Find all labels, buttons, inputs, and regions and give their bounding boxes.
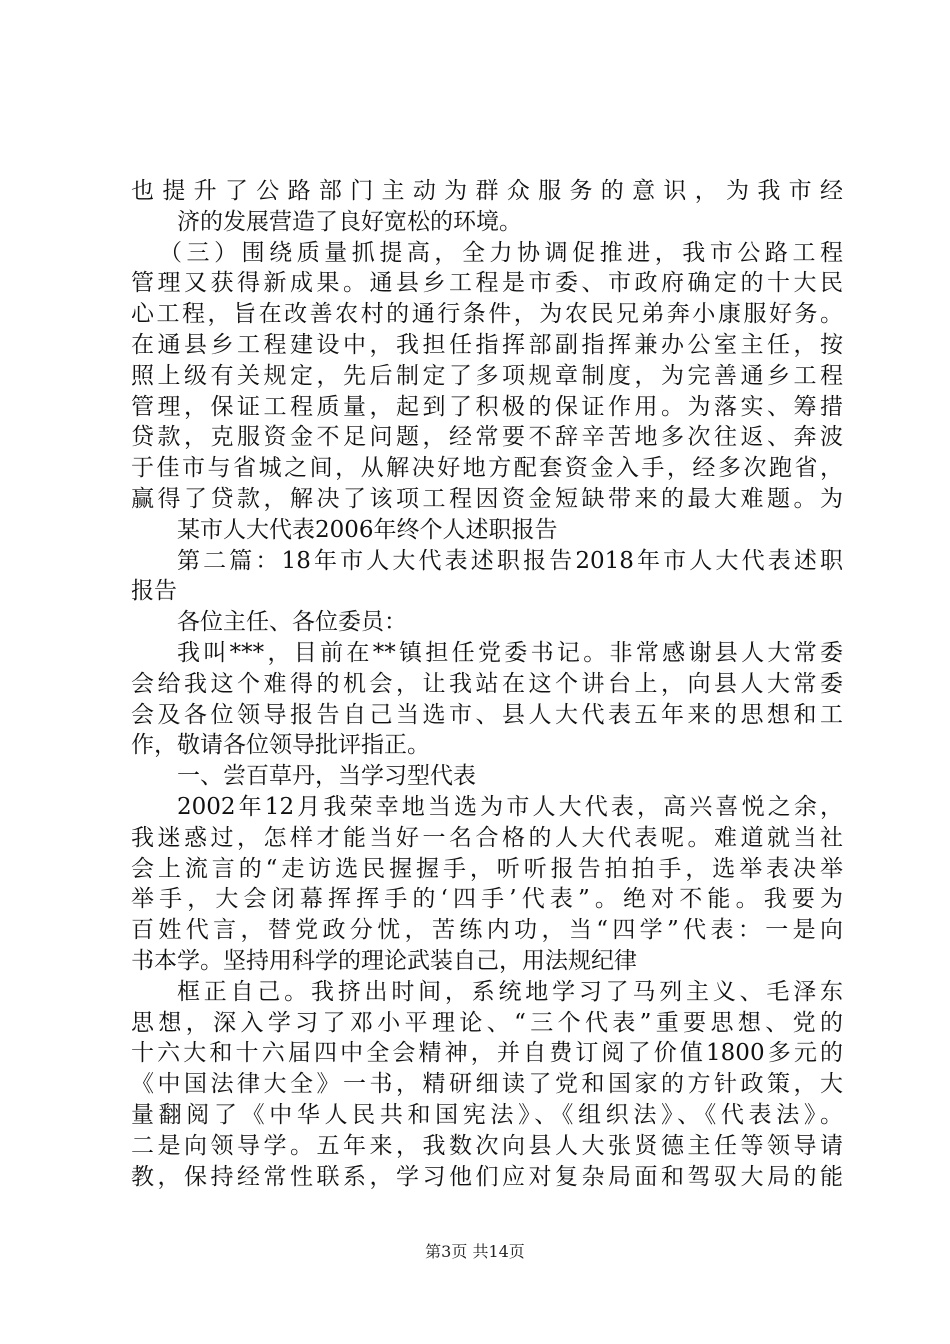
text-line: 作，敬请各位领导批评指正。 bbox=[131, 732, 430, 759]
text-line: 报告 bbox=[131, 578, 177, 605]
text-line: 会及各位领导报告自己当选市、县人大代表五年来的思想和工 bbox=[131, 701, 843, 728]
text-line: 在通县乡工程建设中，我担任指挥部副指挥兼办公室主任，按 bbox=[131, 331, 843, 358]
text-line: 框正自己。我挤出时间，系统地学习了马列主义、毛泽东 bbox=[177, 978, 843, 1005]
text-line: 心工程，旨在改善农村的通行条件，为农民兄弟奔小康服好务。 bbox=[131, 301, 843, 328]
text-line: 济的发展营造了良好宽松的环境。 bbox=[177, 208, 522, 235]
text-line: 我迷惑过，怎样才能当好一名合格的人大代表呢。难道就当社 bbox=[131, 824, 843, 851]
text-line: 会给我这个难得的机会，让我站在这个讲台上，向县人大常委 bbox=[131, 670, 843, 697]
text-line: 某市人大代表2006年终个人述职报告 bbox=[177, 516, 558, 543]
text-line: 赢得了贷款，解决了该项工程因资金短缺带来的最大难题。为 bbox=[131, 485, 843, 512]
text-line: 教，保持经常性联系，学习他们应对复杂局面和驾驭大局的能 bbox=[131, 1163, 843, 1190]
text-line: 我叫***，目前在**镇担任党委书记。非常感谢县人大常委 bbox=[177, 639, 843, 666]
text-line: 十六大和十六届四中全会精神，并自费订阅了价值1800多元的 bbox=[131, 1040, 843, 1067]
text-line: 会上流言的“走访选民握握手，听听报告拍拍手，选举表决举 bbox=[131, 855, 843, 882]
text-line: 举手，大会闭幕挥挥手的‘四手’代表”。绝对不能。我要为 bbox=[131, 886, 843, 913]
text-line: 第二篇：18年市人大代表述职报告2018年市人大代表述职 bbox=[177, 547, 843, 574]
page-number-footer: 第3页 共14页 bbox=[425, 1242, 525, 1261]
text-line: 各位主任、各位委员： bbox=[177, 609, 407, 636]
text-line: 管理，保证工程质量，起到了积极的保证作用。为落实、筹措 bbox=[131, 393, 843, 420]
text-line: 量翻阅了《中华人民共和国宪法》、《组织法》、《代表法》。 bbox=[131, 1101, 843, 1128]
text-line: 也提升了公路部门主动为群众服务的意识，为我市经 bbox=[131, 178, 843, 204]
text-line: 于佳市与省城之间，从解决好地方配套资金入手，经多次跑省， bbox=[131, 455, 843, 482]
text-line: 2002年12月我荣幸地当选为市人大代表，高兴喜悦之余， bbox=[177, 793, 843, 820]
text-line: 思想，深入学习了邓小平理论、“三个代表”重要思想、党的 bbox=[131, 1009, 843, 1036]
text-line: 《中国法律大全》一书，精研细读了党和国家的方针政策，大 bbox=[131, 1071, 843, 1098]
text-line: 一、尝百草丹，当学习型代表 bbox=[177, 763, 476, 790]
text-line: 百姓代言，替党政分忧，苦练内功，当“四学”代表：一是向 bbox=[131, 917, 843, 944]
text-line: 书本学。坚持用科学的理论武装自己，用法规纪律 bbox=[131, 947, 637, 974]
text-line: 管理又获得新成果。通县乡工程是市委、市政府确定的十大民 bbox=[131, 270, 843, 297]
text-line: 二是向领导学。五年来，我数次向县人大张贤德主任等领导请 bbox=[131, 1132, 843, 1159]
text-line: （三）围绕质量抓提高，全力协调促推进，我市公路工程 bbox=[159, 239, 843, 266]
document-body bbox=[131, 176, 843, 1192]
text-line: 贷款，克服资金不足问题，经常要不辞辛苦地多次往返、奔波 bbox=[131, 424, 843, 451]
text-line: 照上级有关规定，先后制定了多项规章制度，为完善通乡工程 bbox=[131, 362, 843, 389]
